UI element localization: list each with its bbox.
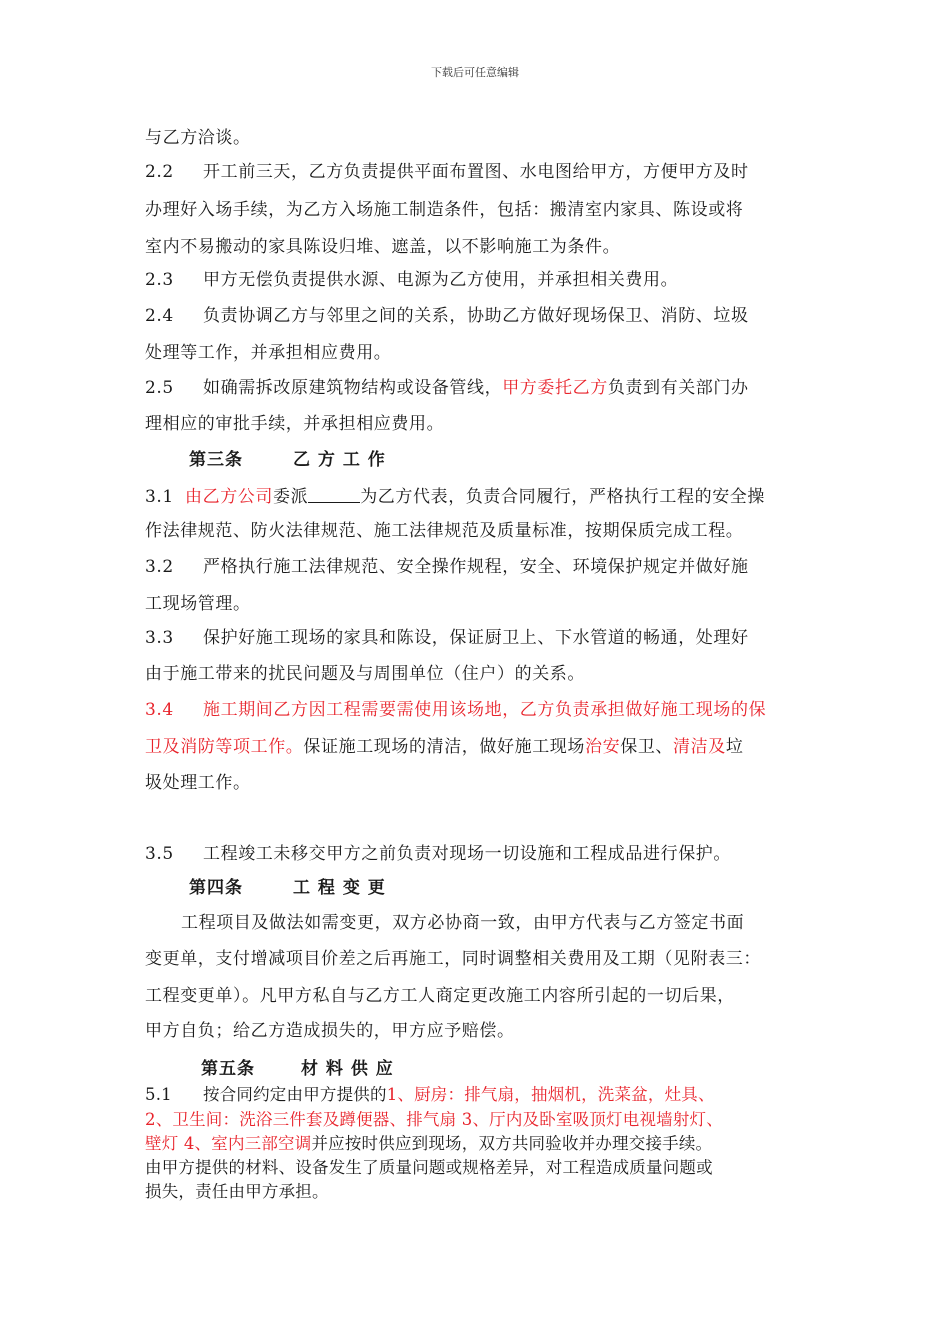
clause-text: 严格执行施工法律规范、安全操作规程，安全、环境保护规定并做好施	[203, 557, 749, 577]
clause-5-1-line-1	[145, 1084, 715, 1106]
clause-text: 保卫、	[620, 737, 674, 757]
highlighted-text: 壁灯 4、室内三部空调	[145, 1134, 312, 1153]
clause-text: 委派	[273, 487, 309, 507]
clause-3-3-line-1	[145, 627, 749, 649]
highlighted-text: 治安	[585, 737, 621, 757]
highlighted-text: 施工期间乙方因工程需要需使用该场地，乙方负责承担做好施工现场的保	[203, 700, 767, 720]
clause-2-2-line-1	[145, 161, 749, 183]
clause-text: 保护好施工现场的家具和陈设，保证厨卫上、下水管道的畅通，处理好	[203, 628, 749, 648]
clause-text: 并应按时供应到现场，双方共同验收并办理交接手续。	[311, 1134, 713, 1153]
clause-2-5-line-2: 理相应的审批手续，并承担相应费用。	[145, 414, 445, 434]
highlighted-text: 1、厨房：排气扇，抽烟机，洗菜盆，灶具、	[386, 1085, 715, 1104]
clause-number: 3.5	[145, 844, 174, 864]
article-title: 材 料 供 应	[301, 1059, 394, 1079]
clause-3-5-line-1	[145, 843, 731, 865]
clause-number: 3.4	[145, 700, 174, 720]
clause-3-1-line-1	[145, 485, 765, 508]
clause-text: 负责协调乙方与邻里之间的关系，协助乙方做好现场保卫、消防、垃圾	[203, 306, 749, 326]
clause-5-1-line-2: 2、卫生间：洗浴三件套及蹲便器、排气扇 3、厅内及卧室吸顶灯电视墙射灯、	[145, 1110, 723, 1129]
page-header: 下载后可任意编辑	[431, 66, 519, 79]
clause-3-1-line-2: 作法律规范、防火法律规范、施工法律规范及质量标准，按期保质完成工程。	[145, 521, 744, 541]
highlighted-text: 由乙方公司	[185, 487, 273, 507]
clause-3-3-line-2: 由于施工带来的扰民问题及与周围单位（住户）的关系。	[145, 664, 585, 684]
clause-number: 3.3	[145, 628, 174, 648]
clause-5-1-line-5: 损失，责任由甲方承担。	[145, 1182, 329, 1201]
article-title: 工 程 变 更	[293, 878, 386, 898]
clause-text: 开工前三天，乙方负责提供平面布置图、水电图给甲方，方便甲方及时	[203, 162, 749, 182]
article-3-heading	[189, 449, 386, 471]
article-4-line-2: 变更单，支付增减项目价差之后再施工，同时调整相关费用及工期（见附表三：	[145, 949, 761, 969]
clause-2-5-line-1	[145, 377, 749, 399]
clause-number: 2.2	[145, 162, 174, 182]
clause-number: 2.3	[145, 270, 174, 290]
clause-number: 2.5	[145, 378, 174, 398]
clause-2-4-line-2: 处理等工作，并承担相应费用。	[145, 343, 392, 363]
clause-number: 5.1	[145, 1085, 172, 1104]
article-number: 第五条	[201, 1059, 255, 1079]
article-4-heading	[189, 877, 386, 899]
clause-text: 保证施工现场的清洁，做好施工现场	[303, 737, 586, 757]
article-5-heading	[201, 1058, 394, 1080]
clause-3-4-line-2	[145, 736, 743, 758]
clause-text: 负责到有关部门办	[607, 378, 749, 398]
clause-text: 如确需拆改原建筑物结构或设备管线，	[203, 378, 503, 398]
clause-3-2-line-1	[145, 556, 749, 578]
clause-text: 垃	[725, 737, 744, 757]
article-4-line-4: 甲方自负；给乙方造成损失的，甲方应予赔偿。	[145, 1021, 515, 1041]
clause-number: 3.2	[145, 557, 174, 577]
clause-text: 工程竣工未移交甲方之前负责对现场一切设施和工程成品进行保护。	[203, 844, 731, 864]
clause-number: 3.1	[145, 487, 174, 507]
clause-2-2-line-2: 办理好入场手续，为乙方入场施工制造条件，包括：搬清室内家具、陈设或将	[145, 200, 744, 220]
clause-3-2-line-2: 工现场管理。	[145, 594, 251, 614]
clause-2-4-line-1	[145, 305, 749, 327]
clause-text: 按合同约定由甲方提供的	[203, 1085, 387, 1104]
clause-3-4-line-1	[145, 699, 766, 721]
clause-3-4-line-3: 圾处理工作。	[145, 773, 251, 793]
clause-5-1-line-4: 由甲方提供的材料、设备发生了质量问题或规格差异，对工程造成质量问题或	[145, 1158, 713, 1177]
article-number: 第三条	[189, 450, 243, 470]
highlighted-text: 清洁及	[673, 737, 726, 757]
article-4-line-1: 工程项目及做法如需变更，双方必协商一致，由甲方代表与乙方签定书面	[181, 913, 745, 933]
highlighted-text: 甲方委托乙方	[502, 378, 608, 398]
article-title: 乙 方 工 作	[293, 450, 386, 470]
clause-2-3-line-1	[145, 269, 678, 291]
article-4-line-3: 工程变更单）。凡甲方私自与乙方工人商定更改施工内容所引起的一切后果，	[145, 986, 735, 1006]
clause-2-2-line-3: 室内不易搬动的家具陈设归堆、遮盖，以不影响施工为条件。	[145, 237, 621, 257]
article-number: 第四条	[189, 878, 243, 898]
highlighted-text: 卫及消防等项工作。	[145, 737, 304, 757]
clause-text: 为乙方代表，负责合同履行，严格执行工程的安全操	[360, 487, 766, 507]
clause-text: 甲方无偿负责提供水源、电源为乙方使用，并承担相关费用。	[203, 270, 679, 290]
representative-blank	[308, 485, 360, 503]
clause-5-1-line-3	[145, 1133, 712, 1155]
clause-number: 2.4	[145, 306, 174, 326]
art2-continuation: 与乙方洽谈。	[145, 128, 251, 148]
